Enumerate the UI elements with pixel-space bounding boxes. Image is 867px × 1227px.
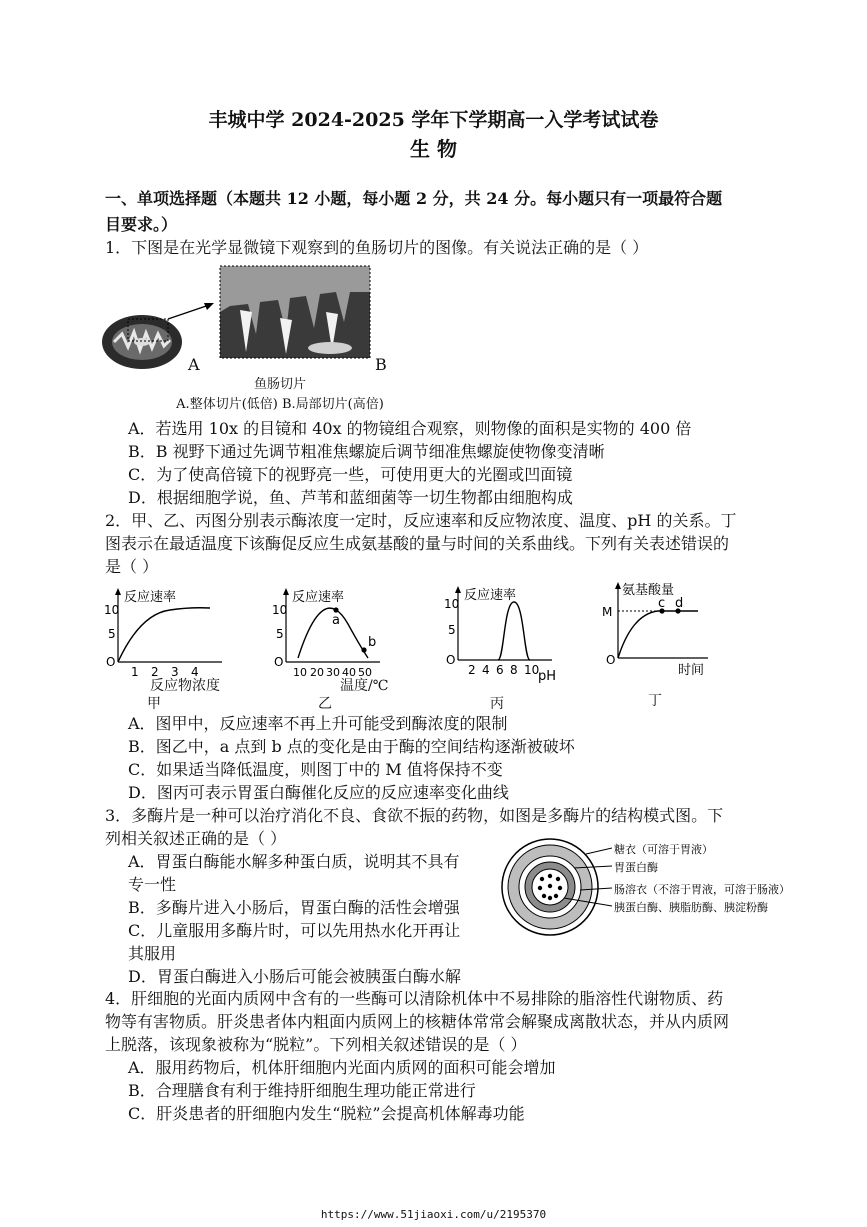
yi-xtick-30: 30 (326, 666, 340, 679)
yi-ytick-5: 5 (276, 627, 284, 641)
q1-option-d: D．根据细胞学说，鱼、芦苇和蓝细菌等一切生物都由细胞构成 (128, 488, 573, 507)
jia-ytick-5: 5 (108, 627, 116, 641)
graph-ding (598, 580, 728, 685)
q3-option-c-l2: 其服用 (128, 944, 177, 963)
q3-stem-line1: 3．多酶片是一种可以治疗消化不良、食欲不振的药物，如图是多酶片的结构模式图。下 (105, 806, 724, 825)
q3-stem-line2: 列相关叙述正确的是（ ） (105, 829, 287, 848)
fish-intestine-figure (100, 262, 400, 372)
jia-ytick-10: 10 (104, 603, 120, 617)
q4-stem-line1: 4．肝细胞的光面内质网中含有的一些酶可以清除机体中不易排除的脂溶性代谢物质、药 (105, 989, 724, 1008)
footer-url[interactable]: https://www.51jiaoxi.com/u/2195370 (320, 1208, 547, 1221)
q3-option-d: D．胃蛋白酶进入小肠后可能会被胰蛋白酶水解 (128, 967, 461, 986)
q1-option-b: B．B 视野下通过先调节粗准焦螺旋后调节细准焦螺旋使物像变清晰 (128, 442, 605, 461)
q2-option-b: B．图乙中，a 点到 b 点的变化是由于酶的空间结构逐渐被破坏 (128, 737, 575, 756)
jia-ylabel: 反应速率 (124, 590, 177, 605)
jia-xlabel: 反应物浓度 (150, 678, 220, 694)
yi-xtick-10: 10 (293, 666, 307, 679)
jia-name: 甲 (147, 696, 161, 712)
yi-point-b (361, 647, 366, 652)
q4-option-c: C．肝炎患者的肝细胞内发生“脱粒”会提高机体解毒功能 (128, 1104, 525, 1123)
label-enteric-coat: 肠溶衣（不溶于胃液，可溶于肠液） (614, 883, 790, 896)
q1-stem: 1．下图是在光学显微镜下观察到的鱼肠切片的图像。有关说法正确的是（ ） (105, 238, 649, 257)
bing-xtick-8: 8 (510, 663, 518, 677)
label-pepsin: 胃蛋白酶 (614, 861, 658, 874)
bing-ytick-5: 5 (448, 623, 456, 637)
jia-xtick-3: 3 (171, 665, 179, 679)
q2-option-a: A．图甲中，反应速率不再上升可能受到酶浓度的限制 (128, 714, 508, 733)
bing-ylabel: 反应速率 (464, 588, 517, 603)
yi-name: 乙 (318, 696, 332, 712)
yi-label-b: b (368, 635, 377, 650)
q2-stem-line3: 是（ ） (105, 557, 159, 576)
whole-slice-image (102, 315, 182, 369)
q3-option-b: B．多酶片进入小肠后，胃蛋白酶的活性会增强 (128, 898, 460, 917)
q1-option-a: A．若选用 10x 的目镜和 40x 的物镜组合观察，则物像的面积是实物的 400 倍 (128, 419, 692, 438)
subject-title: 生 物 (410, 137, 457, 161)
yi-xtick-40: 40 (342, 666, 356, 679)
label-pancreatic-enzymes: 胰蛋白酶、胰脂肪酶、胰淀粉酶 (614, 901, 768, 914)
bing-curve (498, 602, 530, 660)
multienzyme-tablet-figure (500, 832, 820, 967)
ding-label-c: c (658, 596, 666, 611)
bing-xtick-4: 4 (482, 663, 490, 677)
ding-curve (618, 611, 698, 658)
bing-ytick-10: 10 (444, 597, 460, 611)
bing-origin: O (446, 653, 456, 667)
q2-stem-line1: 2．甲、乙、丙图分别表示酶浓度一定时，反应速率和反应物浓度、温度、pH 的关系。丁 (105, 511, 737, 530)
bing-xtick-6: 6 (496, 663, 504, 677)
q4-stem-line2: 物等有害物质。肝炎患者体内粗面内质网上的核糖体常常会解聚成离散状态，并从内质网 (105, 1012, 730, 1031)
ding-ylabel: 氨基酸量 (622, 583, 675, 598)
yi-label-a: a (332, 613, 340, 628)
bing-xtick-2: 2 (468, 663, 476, 677)
graph-jia (100, 584, 230, 689)
ding-ytick-m: M (602, 605, 613, 619)
yi-xlabel: 温度/℃ (340, 678, 389, 694)
q4-option-a: A．服用药物后，机体肝细胞内光面内质网的面积可能会增加 (128, 1058, 556, 1077)
figure-caption: A.整体切片(低倍) B.局部切片(高倍) (176, 397, 384, 412)
q3-option-a-l1: A．胃蛋白酶能水解多种蛋白质，说明其不具有 (128, 852, 460, 871)
yi-ytick-10: 10 (272, 603, 288, 617)
jia-xtick-2: 2 (151, 665, 159, 679)
q2-stem-line2: 图表示在最适温度下该酶促反应生成氨基酸的量与时间的关系曲线。下列有关表述错误的 (105, 534, 730, 553)
graph-yi (268, 584, 398, 689)
yi-point-a (333, 607, 338, 612)
q4-stem-line3: 上脱落，该现象被称为“脱粒”。下列相关叙述错误的是（ ） (105, 1035, 527, 1054)
q2-option-d: D．图丙可表示胃蛋白酶催化反应的反应速率变化曲线 (128, 783, 509, 802)
exam-title: 丰城中学 2024-2025 学年下学期高一入学考试试卷 (208, 109, 659, 131)
jia-xtick-4: 4 (191, 665, 199, 679)
yi-xtick-50: 50 (358, 666, 372, 679)
label-b: B (375, 355, 387, 374)
q3-option-a-l2: 专一性 (128, 875, 177, 894)
bing-xtick-10: 10 (524, 663, 540, 677)
yi-ylabel: 反应速率 (292, 590, 345, 605)
jia-curve (118, 608, 210, 662)
q1-option-c: C．为了使高倍镜下的视野亮一些，可使用更大的光圈或凹面镜 (128, 465, 573, 484)
section-heading-line1: 一、单项选择题（本题共 12 小题，每小题 2 分，共 24 分。每小题只有一项最符合题 (105, 189, 723, 208)
yi-origin: O (274, 655, 284, 669)
ding-name: 丁 (648, 693, 662, 709)
bing-name: 丙 (490, 696, 504, 712)
ding-label-d: d (675, 596, 684, 611)
section-heading-line2: 目要求。） (105, 215, 178, 234)
q4-option-b: B．合理膳食有利于维持肝细胞生理功能正常进行 (128, 1081, 476, 1100)
graph-bing (440, 582, 570, 687)
bing-xlabel: pH (538, 669, 557, 684)
jia-xtick-1: 1 (131, 665, 139, 679)
yi-xtick-20: 20 (310, 666, 324, 679)
jia-origin: O (106, 655, 116, 669)
label-a: A (188, 355, 200, 374)
ding-xlabel: 时间 (678, 663, 705, 678)
q3-option-c-l1: C．儿童服用多酶片时，可以先用热水化开再让 (128, 921, 461, 940)
label-sugar-coat: 糖衣（可溶于胃液） (614, 843, 713, 856)
q2-option-c: C．如果适当降低温度，则图丁中的 M 值将保持不变 (128, 760, 503, 779)
local-slice-image (220, 266, 370, 358)
ding-origin: O (606, 653, 616, 667)
figure-title: 鱼肠切片 (253, 377, 306, 392)
